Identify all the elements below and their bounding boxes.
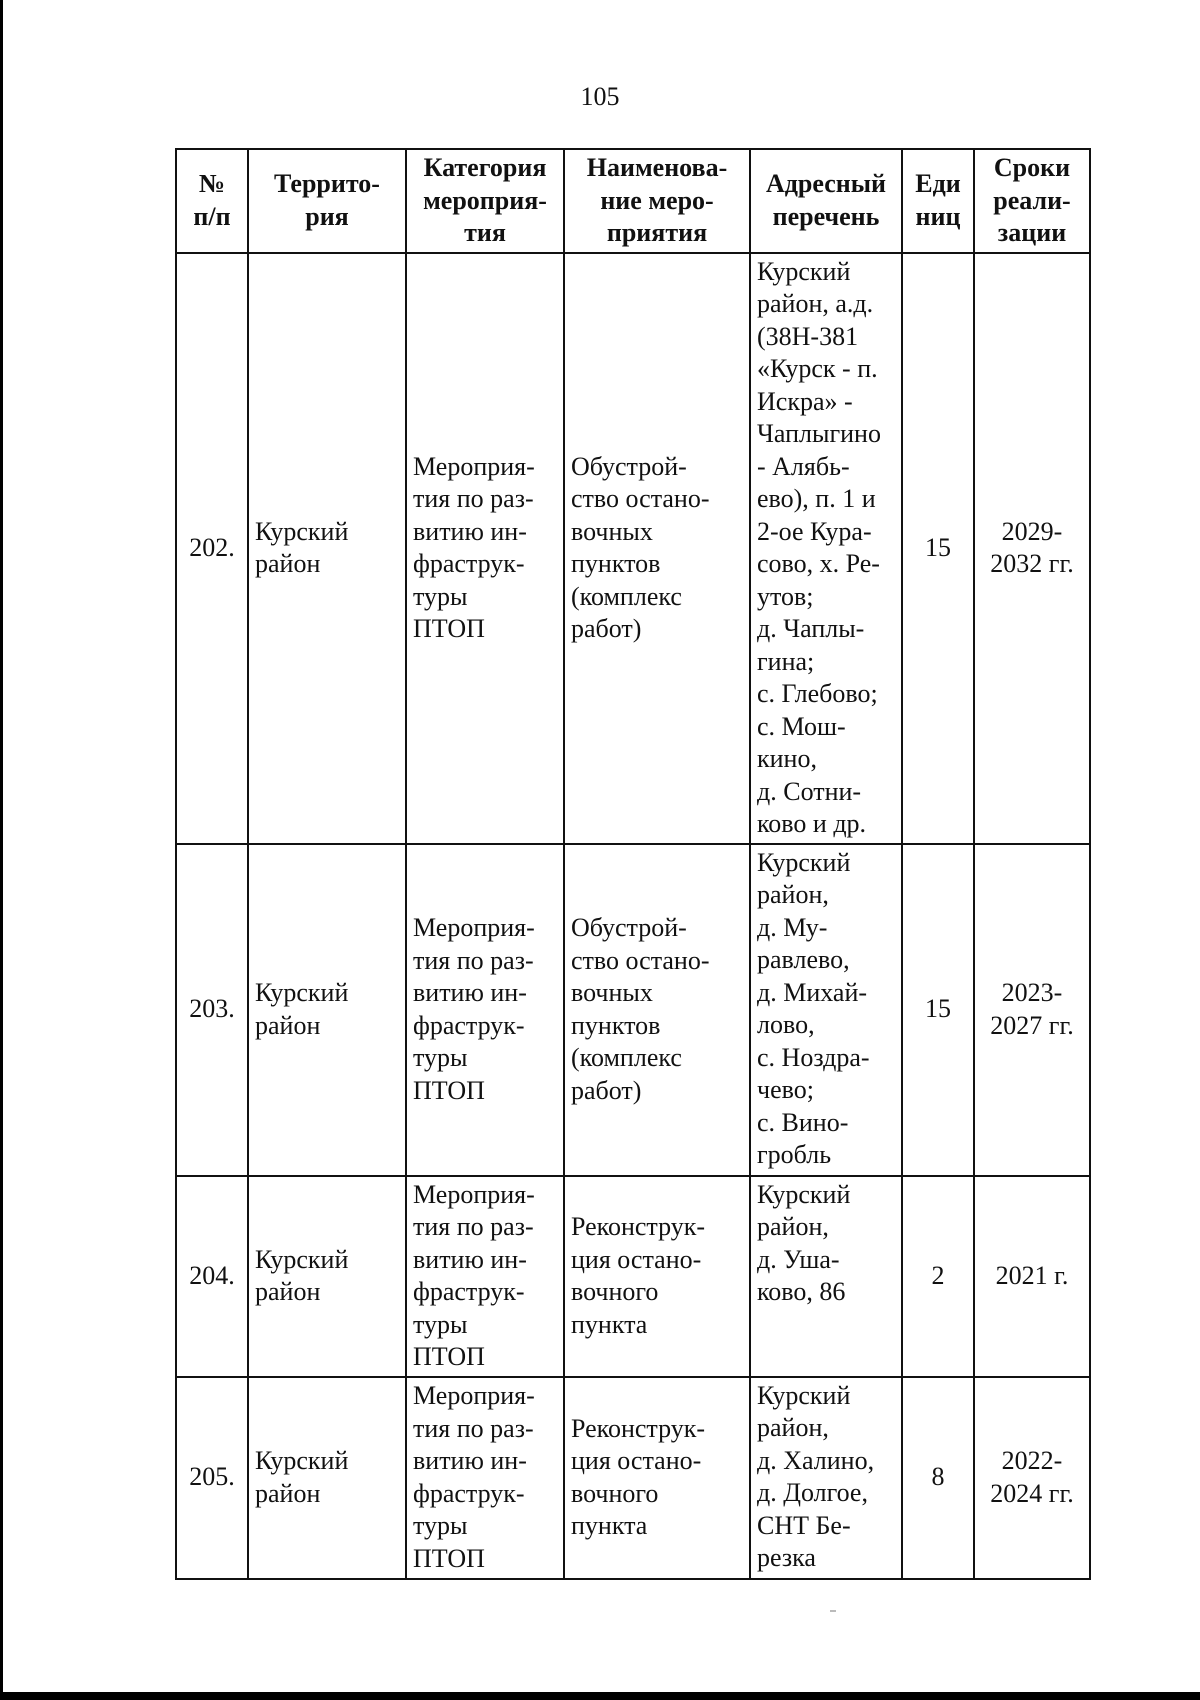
cell-line: ПТОП (413, 614, 485, 643)
cell-line: работ) (571, 1075, 642, 1105)
cell-number: 204. (176, 1176, 248, 1377)
cell-line: Курский (757, 1179, 851, 1209)
cell-line: Курский (255, 1446, 349, 1475)
cell-line: д. Халино, (757, 1445, 875, 1475)
header-line: рия (305, 201, 349, 231)
cell-line: пунктов (571, 549, 661, 578)
table-row (176, 253, 1090, 844)
table-body (176, 253, 1090, 1579)
cell-address (750, 1377, 902, 1579)
cell-line: ково, 86 (757, 1277, 846, 1306)
cell-line: чево; (757, 1075, 814, 1104)
header-category (406, 149, 564, 253)
header-measure-name (564, 149, 750, 253)
cell-line: Мероприя- (413, 1381, 535, 1410)
cell-line: тия по раз- (413, 1212, 534, 1241)
cell-units: 2 (902, 1176, 974, 1377)
cell-line: 2027 гг. (990, 1010, 1074, 1040)
cell-line: 2024 гг. (990, 1478, 1074, 1508)
header-territory (248, 149, 406, 253)
cell-line: 2-ое Кура- (757, 516, 872, 546)
cell-line: ция остано- (571, 1244, 702, 1274)
cell-line: фраструк- (413, 1478, 525, 1508)
cell-line: район, а.д. (757, 289, 874, 318)
cell-line: Обустрой- (571, 451, 687, 481)
cell-line: тия по раз- (413, 1413, 534, 1443)
header-line: Адресный (765, 169, 887, 199)
cell-term (974, 844, 1090, 1176)
cell-territory (248, 1176, 406, 1377)
cell-line: пункта (571, 1309, 648, 1339)
cell-line: с. Ноздра- (757, 1042, 870, 1072)
cell-term (974, 253, 1090, 844)
cell-line: д. Чаплы- (757, 614, 865, 643)
cell-line: тия по раз- (413, 945, 534, 975)
cell-line: ПТОП (413, 1342, 485, 1371)
header-line: зации (997, 218, 1067, 247)
cell-units: 15 (902, 844, 974, 1176)
table-row (176, 844, 1090, 1176)
header-row (176, 149, 1090, 253)
cell-line: гина; (757, 646, 815, 676)
cell-line: (комплекс (571, 1043, 682, 1072)
cell-line: фраструк- (413, 549, 525, 578)
cell-number: 202. (176, 253, 248, 844)
cell-category (406, 1377, 564, 1579)
cell-measure-name (564, 844, 750, 1176)
header-line: № (198, 169, 226, 199)
cell-line: с. Вино- (757, 1107, 849, 1137)
header-address-list (750, 149, 902, 253)
cell-territory (248, 844, 406, 1176)
header-line: реали- (993, 185, 1071, 215)
cell-line: с. Мош- (757, 711, 846, 741)
cell-line: кино, (757, 744, 817, 773)
cell-line: ство остано- (571, 484, 710, 513)
cell-line: район, (757, 880, 829, 909)
cell-line: вочных (571, 516, 653, 546)
header-number (176, 149, 248, 253)
cell-line: д. Уша- (757, 1244, 840, 1274)
cell-line: «Курск - п. (757, 354, 878, 383)
header-line: ние меро- (600, 185, 714, 215)
cell-line: Реконструк- (571, 1413, 706, 1443)
header-units (902, 149, 974, 253)
cell-territory (248, 253, 406, 844)
cell-measure-name (564, 1176, 750, 1377)
cell-line: Курский (255, 978, 349, 1007)
cell-line: Курский (757, 1380, 851, 1410)
scan-edge-bottom (0, 1692, 1200, 1700)
cell-units: 15 (902, 253, 974, 844)
header-line: Еди (915, 169, 961, 199)
cell-term (974, 1176, 1090, 1377)
header-line: Террито- (274, 169, 380, 199)
cell-line: Мероприя- (413, 913, 535, 942)
cell-line: (комплекс (571, 581, 682, 611)
page-number: 105 (580, 82, 620, 111)
cell-line: Мероприя- (413, 451, 535, 481)
cell-line: район (255, 1277, 321, 1306)
cell-line: 2022- (1001, 1446, 1063, 1475)
header-line: Сроки (993, 153, 1071, 182)
cell-measure-name (564, 1377, 750, 1579)
header-line: тия (464, 218, 506, 247)
cell-term (974, 1377, 1090, 1579)
cell-line: пунктов (571, 1010, 661, 1040)
header-line: ниц (915, 201, 961, 231)
cell-line: вочного (571, 1277, 659, 1306)
table-row (176, 1377, 1090, 1579)
cell-line: с. Глебово; (757, 679, 878, 708)
cell-line: Курский (255, 516, 349, 546)
table-row (176, 1176, 1090, 1377)
cell-line: Курский (255, 1244, 349, 1274)
cell-line: Курский (757, 847, 851, 877)
cell-line: 2029- (1001, 516, 1063, 546)
cell-line: лово, (757, 1010, 815, 1039)
cell-line: туры (413, 581, 468, 611)
header-term (974, 149, 1090, 253)
cell-line: витию ин- (413, 1244, 527, 1274)
table-header (176, 149, 1090, 253)
cell-line: район, (757, 1413, 829, 1442)
cell-line: сово, х. Ре- (757, 549, 880, 578)
cell-line: район (255, 549, 321, 578)
cell-line: вочных (571, 978, 653, 1007)
cell-measure-name (564, 253, 750, 844)
cell-line: ство остано- (571, 945, 710, 975)
cell-line: район, (757, 1212, 829, 1241)
cell-line: туры (413, 1043, 468, 1072)
cell-line: утов; (757, 581, 814, 611)
header-line: Наименова- (586, 153, 728, 182)
cell-line: СНТ Бе- (757, 1510, 851, 1540)
cell-line: 2023- (1001, 978, 1063, 1007)
cell-line: Реконструк- (571, 1212, 706, 1241)
cell-number: 203. (176, 844, 248, 1176)
cell-line: ково и др. (757, 809, 867, 838)
cell-line: д. Михай- (757, 977, 868, 1007)
cell-address (750, 1176, 902, 1377)
cell-category (406, 1176, 564, 1377)
cell-category (406, 844, 564, 1176)
cell-line: равлево, (757, 945, 850, 974)
cell-address (750, 253, 902, 844)
cell-line: д. Долгое, (757, 1478, 868, 1507)
cell-line: вочного (571, 1478, 659, 1508)
cell-line: район (255, 1478, 321, 1508)
measures-table (175, 148, 1091, 1580)
cell-line: - Алябь- (757, 451, 850, 481)
cell-line: пункта (571, 1511, 648, 1540)
cell-line: работ) (571, 614, 642, 643)
cell-line: гробль (757, 1140, 832, 1169)
cell-line: 2032 гг. (990, 549, 1074, 578)
cell-line: Мероприя- (413, 1179, 535, 1209)
cell-line: ция остано- (571, 1446, 702, 1475)
scan-edge-left (0, 0, 3, 1700)
cell-line: витию ин- (413, 516, 527, 546)
header-line: мероприя- (423, 185, 547, 215)
cell-line: фраструк- (413, 1277, 525, 1306)
cell-units: 8 (902, 1377, 974, 1579)
cell-address (750, 844, 902, 1176)
cell-category (406, 253, 564, 844)
cell-line: д. Му- (757, 912, 828, 942)
cell-territory (248, 1377, 406, 1579)
cell-line: Искра» - (757, 386, 853, 416)
cell-line: фраструк- (413, 1010, 525, 1040)
cell-line: ево), п. 1 и (757, 484, 876, 513)
cell-line: туры (413, 1511, 468, 1540)
cell-line: 2021 г. (995, 1260, 1069, 1290)
header-line: перечень (772, 201, 880, 231)
cell-line: витию ин- (413, 978, 527, 1007)
cell-line: ПТОП (413, 1075, 485, 1105)
cell-line: район (255, 1010, 321, 1040)
cell-line: Чаплыгино (757, 419, 881, 448)
cell-line: Обустрой- (571, 913, 687, 942)
cell-line: туры (413, 1309, 468, 1339)
cell-line: ПТОП (413, 1543, 485, 1573)
cell-line: резка (757, 1543, 816, 1572)
cell-line: (38Н-381 (757, 321, 859, 351)
header-line: п/п (193, 201, 231, 231)
cell-line: д. Сотни- (757, 776, 862, 806)
cell-number: 205. (176, 1377, 248, 1579)
header-line: Категория (423, 153, 547, 182)
header-line: приятия (606, 218, 708, 247)
cell-line: Курский (757, 256, 851, 286)
scan-artifact (830, 1610, 836, 1612)
cell-line: витию ин- (413, 1446, 527, 1475)
cell-line: тия по раз- (413, 484, 534, 513)
